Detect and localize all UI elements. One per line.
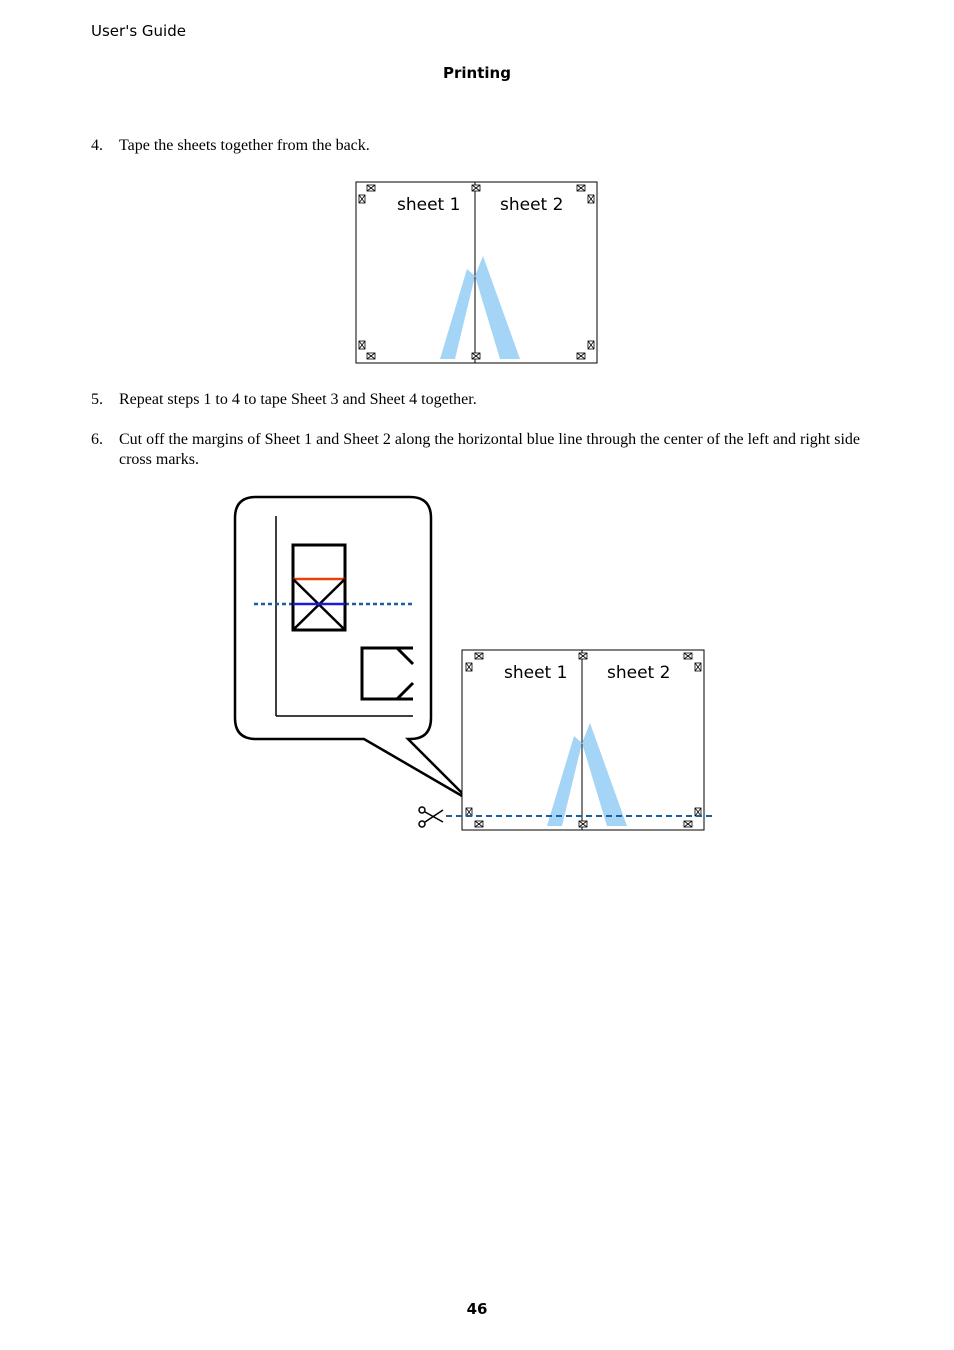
guide-title: User's Guide bbox=[91, 22, 186, 40]
page-number: 46 bbox=[466, 1300, 488, 1318]
step-text: Repeat steps 1 to 4 to tape Sheet 3 and Sheet 4 together. bbox=[119, 391, 477, 408]
sheet-2-label: sheet 2 bbox=[607, 663, 671, 683]
sheet-2-label: sheet 2 bbox=[500, 195, 564, 215]
step-number: 4. bbox=[91, 137, 103, 154]
step-text: Tape the sheets together from the back. bbox=[119, 137, 370, 154]
step-number: 5. bbox=[91, 391, 103, 408]
scissors-icon bbox=[419, 807, 443, 827]
sheet-1-label: sheet 1 bbox=[397, 195, 461, 215]
zoomed-cross-mark bbox=[293, 545, 345, 630]
section-title: Printing bbox=[443, 64, 511, 82]
step-text: Cut off the margins of Sheet 1 and Sheet 2 along the horizontal blue line through the center of the left and right side cross marks. bbox=[119, 431, 860, 468]
zoom-callout bbox=[235, 497, 469, 800]
sheet-1-label: sheet 1 bbox=[504, 663, 568, 683]
step-number: 6. bbox=[91, 431, 103, 448]
